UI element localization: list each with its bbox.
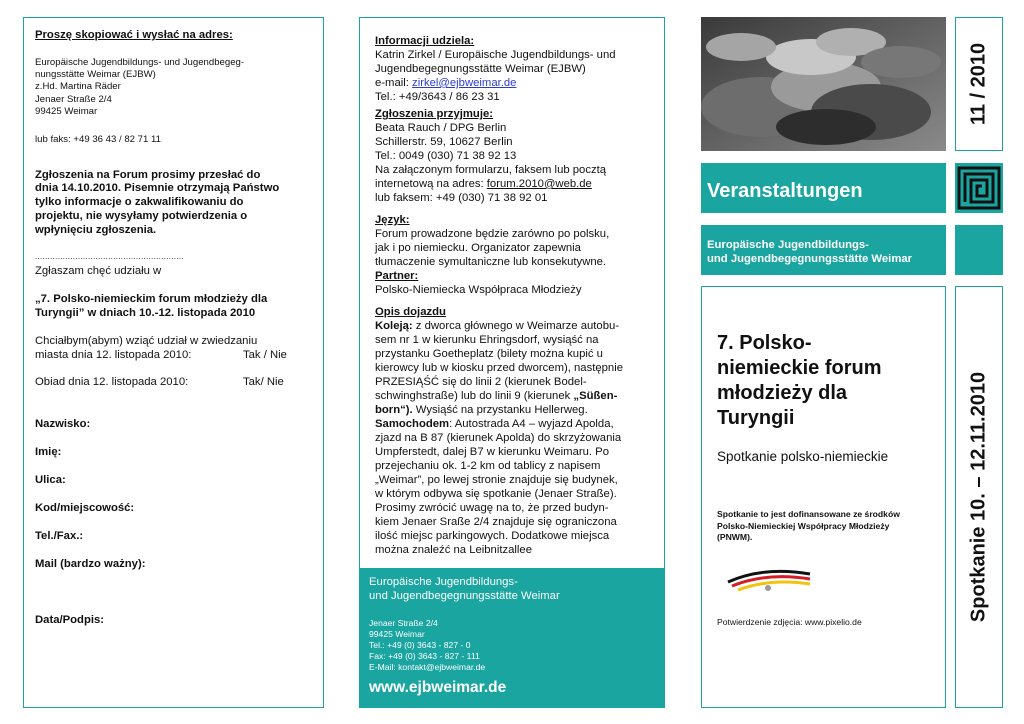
notice-line-end: wpłynięciu zgłoszenia.: [35, 224, 157, 236]
pnwm-logo-icon: [724, 562, 814, 596]
route-line: kierowcy lub w kiosku przed dworcem), następnie: [375, 362, 624, 374]
registration-line: Na załączonym formularzu, faksem lub pocztą: [375, 164, 607, 176]
declare-text: Zgłaszam chęć udziału w: [35, 265, 162, 277]
registration-web-line: internetową na adres: forum.2010@web.de: [375, 178, 592, 190]
address-line: Europäische Jugendbildungs- und Jugendbegeg-: [35, 57, 245, 68]
ejbw-logo: [955, 163, 1003, 213]
forum-subtitle: Spotkanie polsko-niemieckie: [717, 449, 889, 464]
route-line: sem nr 1 w kierunku Ehringsdorf, wysiąść na: [375, 334, 599, 346]
photo-credit: Potwierdzenie zdjęcia: www.pixelio.de: [717, 617, 862, 627]
date-short-frame: [955, 17, 1003, 151]
field-street[interactable]: Ulica:: [35, 474, 66, 486]
forum-name-line: „7. Polsko-niemieckim forum młodzieży dla: [35, 293, 268, 305]
notice-line: projektu, nie wysyłamy potwierdzenia o: [35, 210, 248, 222]
pnwm-logo: [724, 562, 814, 596]
info-heading: Informacji udziela:: [375, 35, 475, 47]
partner-heading: Partner:: [375, 270, 419, 282]
forum-name-line: Turyngii” w dniach 10.-12. listopada 2010: [35, 307, 256, 319]
info-panel: [359, 17, 665, 708]
address-line: 99425 Weimar: [35, 106, 98, 117]
date-long-frame: [955, 286, 1003, 708]
route-line: kiem Jenaer Sraße 2/4 znajduje się ograniczona: [375, 516, 617, 528]
language-line: Forum prowadzone będzie zarówno po polsku,: [375, 228, 610, 240]
registration-form-panel: [23, 17, 324, 708]
route-line: „Weimar”, po lewej stronie znajduje się budynek,: [375, 474, 618, 486]
events-banner: [701, 163, 946, 213]
address-line: z.Hd. Martina Räder: [35, 81, 121, 92]
route-line: przejechaniu ok. 1-2 km od tablicy z napisem: [375, 460, 601, 472]
organizer-banner: [701, 225, 946, 275]
date-short-text: 11 / 2010: [967, 42, 990, 126]
registration-line: Tel.: 0049 (030) 71 38 92 13: [375, 150, 517, 162]
route-line: born“). Wysiąść na przystanku Hellerweg.: [375, 404, 588, 416]
footer-contact-line: Fax: +49 (0) 3643 - 827 - 111: [369, 651, 480, 661]
spiral-logo-icon: [955, 163, 1003, 213]
title-panel: [701, 286, 946, 708]
route-line: Prosimy zwrócić uwagę na to, że przed budyn-: [375, 502, 609, 514]
partner-name: Polsko-Niemiecka Współpraca Młodzieży: [375, 284, 582, 296]
hands-photo-image: [701, 17, 946, 151]
footer-contact-line: 99425 Weimar: [369, 629, 425, 639]
email-link[interactable]: zirkel@ejbweimar.de: [412, 77, 517, 89]
registration-fax: lub faksem: +49 (030) 71 38 92 01: [375, 192, 548, 204]
field-date-signature[interactable]: Data/Podpis:: [35, 614, 105, 626]
language-line: jak i po niemiecku. Organizator zapewnia: [375, 242, 581, 254]
route-line: PRZESIĄŚĆ się do linii 2 (kierunek Bodel-: [375, 376, 587, 388]
dinner-question: Obiad dnia 12. listopada 2010:: [35, 376, 189, 388]
notice-line: tylko informacje o zakwalifikowaniu do: [35, 196, 244, 208]
info-line: Katrin Zirkel / Europäische Jugendbildungs- und: [375, 49, 616, 61]
tour-question: Chciałbym(abym) wziąć udział w zwiedzaniu: [35, 335, 258, 347]
field-phone-fax[interactable]: Tel./Fax.:: [35, 530, 84, 542]
registration-email-link[interactable]: forum.2010@web.de: [486, 178, 592, 190]
footer-org-line: Europäische Jugendbildungs-: [369, 576, 518, 588]
field-surname[interactable]: Nazwisko:: [35, 418, 91, 430]
address-line: Jenaer Straße 2/4: [35, 94, 112, 105]
footer-contact-block: [360, 568, 664, 707]
dinner-option[interactable]: Tak/ Nie: [243, 376, 284, 388]
fax-number: lub faks: +49 36 43 / 82 71 11: [35, 134, 161, 145]
field-email[interactable]: Mail (bardzo ważny):: [35, 558, 146, 570]
route-line: ilość miejsc parkingowych. Dodatkowe miejsca: [375, 530, 610, 542]
route-line: Umpferstedt, dalej B7 w kierunku Weimaru. Po: [375, 446, 609, 458]
accent-block: [955, 225, 1003, 275]
funding-note: Spotkanie to jest dofinansowane ze środków Polsko-Niemieckiej Współpracy Młodzieży (PNWM).: [717, 509, 900, 542]
events-banner-text: Veranstaltungen: [707, 180, 863, 202]
route-line: zjazd na B 87 (kierunek Apolda) do skrzyżowania: [375, 432, 622, 444]
route-line: schwinghstraße) lub do linii 9 (kierunek „Süßen-: [375, 390, 618, 402]
footer-website-link[interactable]: www.ejbweimar.de: [369, 679, 507, 696]
organizer-line: Europäische Jugendbildungs-: [707, 239, 869, 251]
footer-contact-line: Jenaer Straße 2/4: [369, 618, 438, 628]
hands-photo: [701, 17, 946, 151]
footer-org-line: und Jugendbegegnungsstätte Weimar: [369, 590, 560, 602]
send-to-heading: Proszę skopiować i wysłać na adres:: [35, 29, 233, 41]
info-email-line: e-mail: zirkel@ejbweimar.de: [375, 77, 517, 89]
language-line: tłumaczenie symultaniczne lub konsekutywne.: [375, 256, 607, 268]
footer-contact-line: Tel.: +49 (0) 3643 - 827 - 0: [369, 640, 471, 650]
tour-question: miasta dnia 12. listopada 2010:: [35, 349, 192, 361]
organizer-line: und Jugendbegegnungsstätte Weimar: [707, 253, 913, 265]
registration-line: Beata Rauch / DPG Berlin: [375, 122, 507, 134]
route-line: w którym odbywa się spotkanie (Jenaer Straße).: [375, 488, 617, 500]
registration-line: Schillerstr. 59, 10627 Berlin: [375, 136, 513, 148]
field-postcode-city[interactable]: Kod/miejscowość:: [35, 502, 135, 514]
tour-option[interactable]: Tak / Nie: [243, 349, 287, 361]
route-heading: Opis dojazdu: [375, 306, 446, 318]
route-line: przystanku Goetheplatz (bilety można kupić u: [375, 348, 603, 360]
route-line: Koleją: z dworca głównego w Weimarze autobu-: [375, 320, 620, 332]
language-heading: Język:: [375, 214, 410, 226]
notice-line: Zgłoszenia na Forum prosimy przesłać do: [35, 169, 261, 181]
info-phone: Tel.: +49/3643 / 86 23 31: [375, 91, 500, 103]
field-first-name[interactable]: Imię:: [35, 446, 62, 458]
info-line: Jugendbegegnungsstätte Weimar (EJBW): [375, 63, 586, 75]
footer-contact-line: E-Mail: kontakt@ejbweimar.de: [369, 662, 486, 672]
route-line: Samochodem: Autostrada A4 – wyjazd Apolda,: [375, 418, 614, 430]
date-long-text: Spotkanie 10. – 12.11.2010: [967, 371, 990, 623]
address-line: nungsstätte Weimar (EJBW): [35, 69, 156, 80]
registration-heading: Zgłoszenia przyjmuje:: [375, 108, 494, 120]
notice-line: dnia 14.10.2010. Pisemnie otrzymają Państwo: [35, 182, 280, 194]
forum-title: 7. Polsko- niemieckie forum młodzieży dla Turyngii: [717, 332, 882, 429]
route-line: można znaleźć na Leibnitzallee: [375, 544, 532, 556]
dotted-line: ...........................................................: [35, 252, 184, 261]
